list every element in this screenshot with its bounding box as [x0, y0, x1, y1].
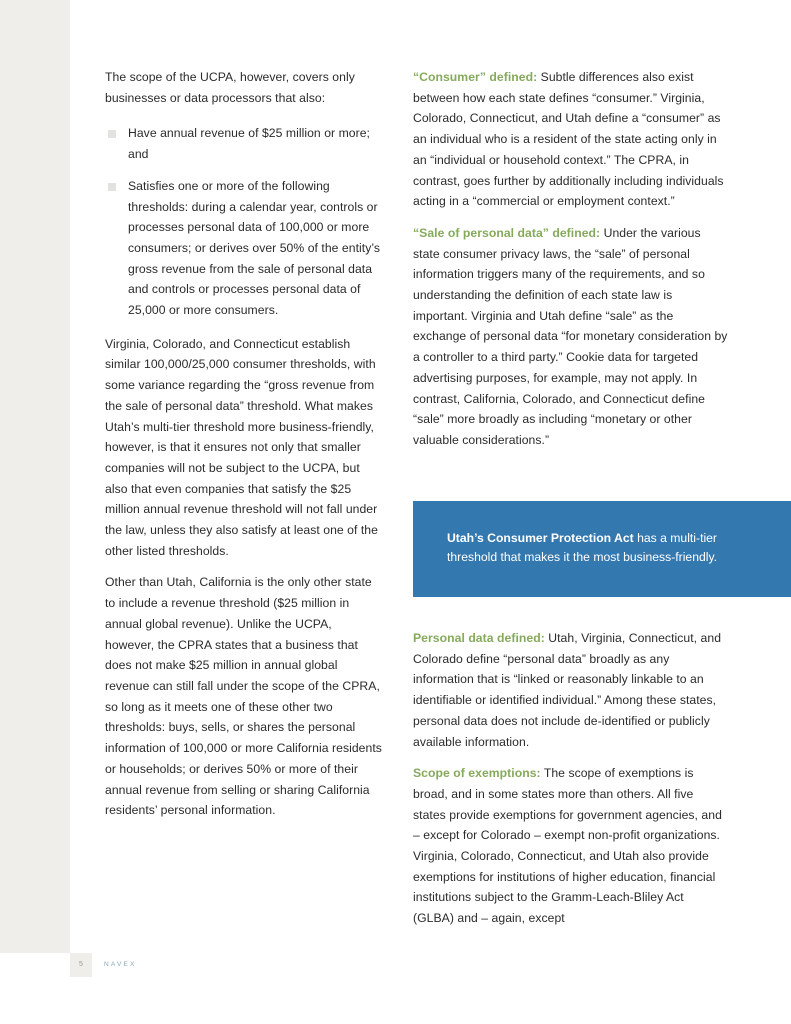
sale-defined-paragraph: [413, 223, 728, 451]
callout-box: [413, 501, 791, 597]
personal-data-paragraph: [413, 628, 728, 752]
exemptions-text: The scope of exemptions is broad, and in some states more than others. All five states provide exemptions for government agencies, and – except for Colorado – exempt non-profit organizations. Virginia, Colorado, Connecticut, and Utah also provide exemptions for institutions of higher education, financial institutions subject to the Gramm-Leach-Bliley Act (GLBA) and – again, except: [413, 766, 722, 926]
consumer-defined-lead: “Consumer” defined:: [413, 70, 538, 84]
callout-text: has a multi-tier threshold that makes it the most business-friendly.: [447, 531, 718, 564]
sale-defined-lead: “Sale of personal data” defined:: [413, 225, 601, 240]
consumer-defined-text: Subtle differences also exist between how each state defines “consumer.” Virginia, Colorado, Connecticut, and Utah define a “consumer” as an individual who is a resident of the state acting only in an “individual or household context.” The CPRA, in contrast, goes further by additionally including individuals acting in a “commercial or employment context.”: [413, 70, 724, 209]
california-paragraph: Other than Utah, California is the only other state to include a revenue threshold ($25 million in annual global revenue). Unlike the UCPA, however, the CPRA states that a business that does not make $25 million in annual global revenue can still fall under the scope of the CPRA, so long as it meets one of these other two thresholds: buys, sells, or shares the personal information of 100,000 or more California residents or households; or derives 50% or more of their annual revenue from selling or sharing California residents’ personal information.: [105, 575, 382, 818]
personal-data-text: Utah, Virginia, Connecticut, and Colorado define “personal data” broadly as any information that is “linked or reasonably linkable to an identifiable or identified individual.” Among these states, personal data does not include de-identified or publicly available information.: [413, 631, 722, 749]
page-sidebar: [0, 0, 70, 953]
states-threshold-paragraph: Virginia, Colorado, and Connecticut establish similar 100,000/25,000 consumer thresholds, with some variance regarding the “gross revenue from the sale of personal data” threshold. What makes Utah’s multi-tier threshold more business-friendly, however, is that it ensures not only that smaller companies will not be subject to the UCPA, but also that even companies that satisfy the $25 million annual revenue threshold will not fall under the law, unless they also satisfy at least one of the other listed thresholds.: [105, 336, 378, 558]
bullet-text: Satisfies one or more of the following thresholds: during a calendar year, controls or processes personal data of 100,000 or more consumers; or derives over 50% of the entity’s gross revenue from the sale of personal data and controls or processes personal data of 25,000 or more consumers.: [128, 178, 381, 318]
threshold-bullet-list: [105, 123, 383, 320]
right-column-top: [413, 67, 728, 462]
page-footer: [70, 953, 791, 1024]
square-bullet-icon: [108, 183, 116, 191]
scope-intro-paragraph: The scope of the UCPA, however, covers only businesses or data processors that also:: [105, 70, 355, 105]
consumer-defined-paragraph: [413, 67, 728, 212]
exemptions-lead: Scope of exemptions:: [413, 766, 541, 781]
exemptions-paragraph: [413, 763, 728, 929]
left-column: [105, 67, 383, 832]
bullet-text: Have annual revenue of $25 million or more; and: [128, 126, 370, 162]
callout-bold-text: Utah’s Consumer Protection Act: [447, 531, 634, 545]
sale-defined-text: Under the various state consumer privacy laws, the “sale” of personal information triggers many of the requirements, and so understanding the definition of each state law is important. Virginia and Utah define “sale” as the exchange of personal data “for monetary consideration by a controller to a third party.” Cookie data for targeted advertising purposes, for example, may not apply. In contrast, California, Colorado, and Connecticut define “sale” more broadly as including “monetary or other valuable considerations.”: [413, 225, 728, 447]
square-bullet-icon: [108, 130, 116, 138]
right-column-bottom: [413, 628, 728, 940]
brand-name: NAVEX: [104, 961, 137, 968]
bullet-item-revenue: [105, 123, 383, 164]
personal-data-lead: Personal data defined:: [413, 631, 545, 645]
page-number: 5: [70, 953, 92, 977]
bullet-item-thresholds: [105, 176, 383, 321]
